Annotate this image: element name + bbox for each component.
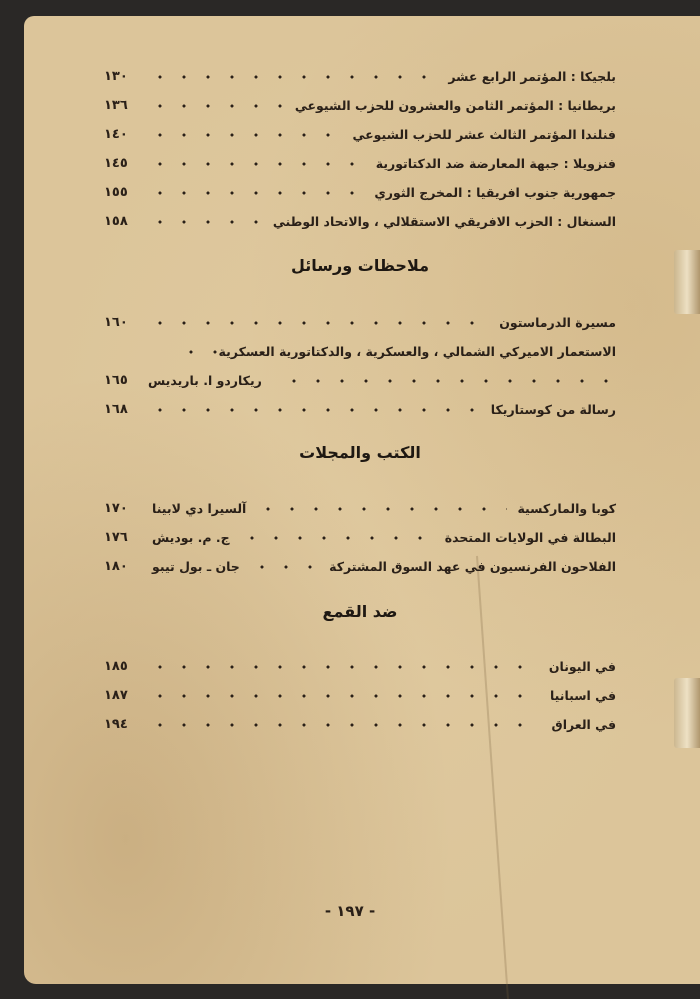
entry-page: ١٨٠ xyxy=(104,559,128,574)
dot-leader xyxy=(148,220,263,224)
entry-title: فنلندا المؤتمر الثالث عشر للحزب الشيوعي xyxy=(352,127,616,142)
dot-leader xyxy=(148,694,540,698)
toc-entry xyxy=(104,178,616,207)
entry-page: ١٣٦ xyxy=(104,98,128,113)
dot-leader xyxy=(256,507,507,511)
entry-page: ١٤٥ xyxy=(104,156,128,171)
toc-entry xyxy=(104,308,616,337)
entry-page: ١٨٧ xyxy=(104,688,128,703)
toc-section-notes-entries xyxy=(104,308,616,424)
toc-entry xyxy=(104,552,616,581)
section-heading: الكتب والمجلات xyxy=(299,443,421,462)
binding-staple-bottom xyxy=(674,678,700,748)
dot-leader xyxy=(148,191,364,195)
toc-entry-author-line xyxy=(104,366,616,395)
paper-crease xyxy=(476,556,509,999)
dot-leader xyxy=(179,350,219,354)
dot-leader xyxy=(148,104,285,108)
binding-staple-top xyxy=(674,250,700,314)
toc-entry xyxy=(104,710,616,739)
entry-page: ١٦٠ xyxy=(104,315,128,330)
entry-title: فنزويلا : جبهة المعارضة ضد الدكتاتورية xyxy=(375,156,616,171)
toc-section-repression xyxy=(104,602,616,621)
toc-section-books-entries xyxy=(104,494,616,581)
dot-leader xyxy=(148,75,438,79)
dot-leader xyxy=(148,408,481,412)
toc-entry xyxy=(104,62,616,91)
toc-entry xyxy=(104,523,616,552)
entry-title: جمهورية جنوب افريقيا : المخرج الثوري xyxy=(374,185,616,200)
entry-title: رسالة من كوستاريكا xyxy=(490,402,616,417)
dot-leader xyxy=(148,665,539,669)
toc-entry xyxy=(104,120,616,149)
toc-entry xyxy=(104,207,616,236)
entry-page: ١٥٥ xyxy=(104,185,128,200)
entry-page: ١٦٥ xyxy=(104,373,128,388)
entry-page: ١٦٨ xyxy=(104,402,128,417)
entry-author: ج. م. بوديش xyxy=(152,530,230,545)
toc-section-repression-entries xyxy=(104,652,616,739)
entry-title: الاستعمار الاميركي الشمالي ، والعسكرية ، والدكتاتورية العسكرية xyxy=(218,344,616,359)
entry-title: بلجيكا : المؤتمر الرابع عشر xyxy=(448,69,616,84)
entry-author: آلسيرا دي لابينا xyxy=(152,501,247,516)
toc-section-notes xyxy=(104,256,616,275)
toc-entry-multiline xyxy=(104,337,616,366)
dot-leader xyxy=(148,162,366,166)
entry-title: مسيرة الدرماستون xyxy=(499,315,616,330)
dot-leader xyxy=(148,723,542,727)
entry-title: السنغال : الحزب الافريقي الاستقلالي ، والاتحاد الوطني xyxy=(272,214,616,229)
entry-title: البطالة في الولايات المتحدة xyxy=(444,530,616,545)
toc-section-parties xyxy=(104,62,616,236)
dot-leader xyxy=(250,565,319,569)
entry-author: ريكاردو ا. باريديس xyxy=(148,373,262,388)
toc-section-books xyxy=(104,443,616,462)
page-number: - ١٩٧ - xyxy=(324,902,376,920)
toc-entry xyxy=(104,91,616,120)
toc-entry xyxy=(104,395,616,424)
toc-entry xyxy=(104,494,616,523)
toc-entry xyxy=(104,652,616,681)
entry-title: بريطانيا : المؤتمر الثامن والعشرون للحزب الشيوعي xyxy=(294,98,616,113)
section-heading: ضد القمع xyxy=(322,602,398,621)
entry-title: في اليونان xyxy=(548,659,616,674)
entry-page: ١٧٦ xyxy=(104,530,128,545)
toc-entry xyxy=(104,149,616,178)
entry-title: كوبا والماركسية xyxy=(517,501,616,516)
entry-page: ١٨٥ xyxy=(104,659,128,674)
entry-page: ١٥٨ xyxy=(104,214,128,229)
entry-title: في العراق xyxy=(551,717,616,732)
entry-page: ١٩٤ xyxy=(104,717,128,732)
entry-page: ١٤٠ xyxy=(104,127,128,142)
entry-title: في اسبانيا xyxy=(549,688,616,703)
entry-page: ١٧٠ xyxy=(104,501,128,516)
dot-leader xyxy=(148,133,342,137)
entry-page: ١٣٠ xyxy=(104,69,128,84)
entry-author: جان ـ بول تيبو xyxy=(152,559,240,574)
toc-entry xyxy=(104,681,616,710)
dot-leader xyxy=(148,321,489,325)
dot-leader xyxy=(282,379,616,383)
entry-title: الفلاحون الفرنسيون في عهد السوق المشتركة xyxy=(329,559,616,574)
section-heading: ملاحظات ورسائل xyxy=(290,256,429,275)
dot-leader xyxy=(240,536,435,540)
